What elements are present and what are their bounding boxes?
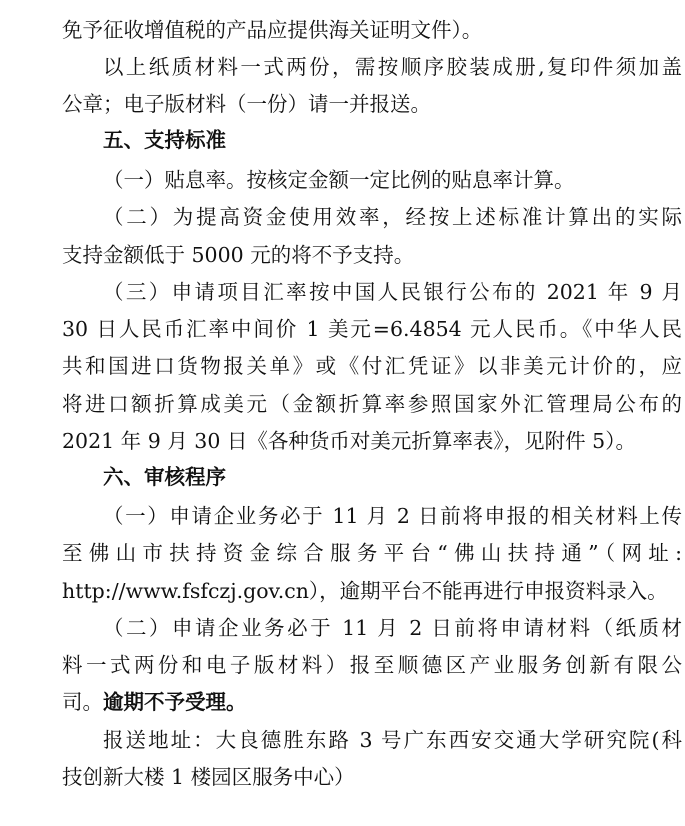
text-line: 免予征收增值税的产品应提供海关证明文件）。 xyxy=(62,18,483,42)
text-line: 共和国进口货物报关单》或《付汇凭证》以非美元计价的，应 xyxy=(62,354,682,378)
text-line: 公章；电子版材料（一份）请一并报送。 xyxy=(62,92,431,116)
text-line: （二）申请企业务必于 11 月 2 日前将申请材料（纸质材 xyxy=(103,616,682,640)
text-line: 技创新大楼 1 楼园区服务中心） xyxy=(62,765,355,789)
text-line: （三）申请项目汇率按中国人民银行公布的 2021 年 9 月 xyxy=(103,280,682,304)
emphasis-text: 逾期不予受理。 xyxy=(103,690,247,714)
text-line xyxy=(0,684,247,720)
text-line: 报送地址：大良德胜东路 3 号广东西安交通大学研究院(科 xyxy=(103,728,682,752)
text-line: 30 日人民币汇率中间价 1 美元=6.4854 元人民币。《中华人民 xyxy=(62,317,682,341)
text-line: 料一式两份和电子版材料）报至顺德区产业服务创新有限公 xyxy=(62,653,682,677)
text-line: （一）贴息率。按核定金额一定比例的贴息率计算。 xyxy=(103,168,575,192)
text-fragment: 司。 xyxy=(62,690,103,714)
section-heading: 六、审核程序 xyxy=(103,465,226,489)
text-line: 将进口额折算成美元（金额折算率参照国家外汇管理局公布的 xyxy=(62,392,682,416)
text-line: 支持金额低于 5000 元的将不予支持。 xyxy=(62,243,415,267)
text-line: 至佛山市扶持资金综合服务平台“佛山扶持通”（网址: xyxy=(62,541,682,565)
text-line: 2021 年 9 月 30 日《各种货币对美元折算率表》，见附件 5）。 xyxy=(62,429,636,453)
text-line: 以上纸质材料一式两份，需按顺序胶装成册,复印件须加盖 xyxy=(103,55,682,79)
text-line: （一）申请企业务必于 11 月 2 日前将申报的相关材料上传 xyxy=(103,504,682,528)
section-heading: 五、支持标准 xyxy=(103,128,226,152)
text-line: http://www.fsfczj.gov.cn），逾期平台不能再进行申报资料录入。 xyxy=(62,579,668,603)
text-line: （二）为提高资金使用效率，经按上述标准计算出的实际 xyxy=(103,205,682,229)
